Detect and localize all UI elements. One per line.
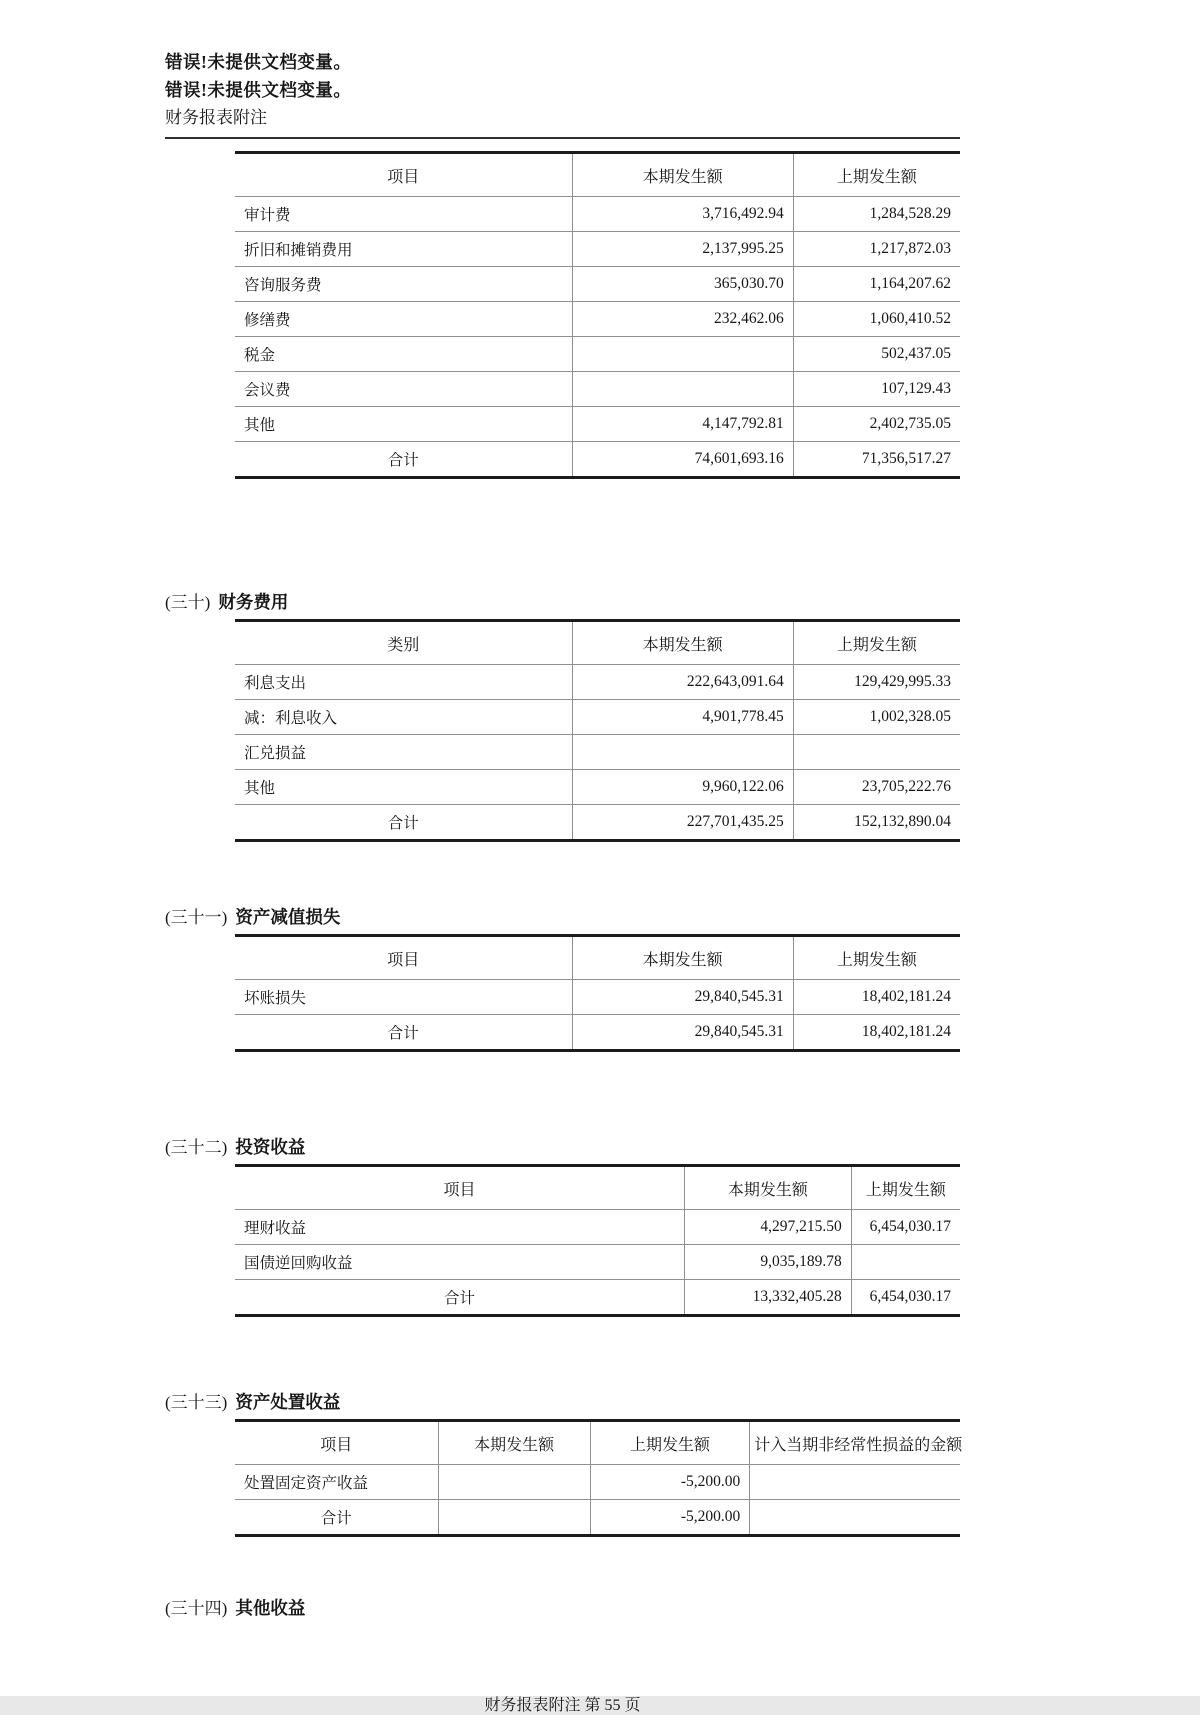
row-value: 4,901,778.45 bbox=[572, 700, 793, 735]
column-header: 本期发生额 bbox=[438, 1421, 590, 1465]
row-value bbox=[793, 735, 960, 770]
section-heading-34 bbox=[165, 1597, 965, 1620]
row-value: 71,356,517.27 bbox=[793, 442, 960, 478]
row-value: 23,705,222.76 bbox=[793, 770, 960, 805]
row-label: 国债逆回购收益 bbox=[235, 1245, 685, 1280]
row-value: 9,035,189.78 bbox=[685, 1245, 852, 1280]
row-label: 其他 bbox=[235, 770, 572, 805]
row-value: 1,284,528.29 bbox=[793, 197, 960, 232]
table-row bbox=[235, 1210, 960, 1245]
column-header: 本期发生额 bbox=[572, 936, 793, 980]
section-title: 财务费用 bbox=[218, 592, 289, 612]
row-value: 3,716,492.94 bbox=[572, 197, 793, 232]
row-value: 365,030.70 bbox=[572, 267, 793, 302]
column-header: 项目 bbox=[235, 153, 572, 197]
table-row bbox=[235, 980, 960, 1015]
row-value: 1,002,328.05 bbox=[793, 700, 960, 735]
header-row bbox=[235, 621, 960, 665]
row-value: 1,164,207.62 bbox=[793, 267, 960, 302]
row-value bbox=[572, 337, 793, 372]
row-value: 29,840,545.31 bbox=[572, 1015, 793, 1051]
row-value bbox=[851, 1245, 960, 1280]
section-number: (三十一) bbox=[165, 908, 228, 927]
row-value: 29,840,545.31 bbox=[572, 980, 793, 1015]
column-header: 上期发生额 bbox=[851, 1166, 960, 1210]
row-value: 4,297,215.50 bbox=[685, 1210, 852, 1245]
column-header: 本期发生额 bbox=[572, 621, 793, 665]
row-value bbox=[572, 735, 793, 770]
doc-variable-error-line-2: 错误!未提供文档变量。 bbox=[165, 80, 352, 100]
expense-items-table bbox=[235, 151, 960, 479]
finance-cost-table bbox=[235, 619, 960, 842]
table-row bbox=[235, 700, 960, 735]
column-header: 上期发生额 bbox=[590, 1421, 750, 1465]
row-value: 13,332,405.28 bbox=[685, 1280, 852, 1316]
section-title: 资产处置收益 bbox=[235, 1392, 341, 1412]
section-number: (三十四) bbox=[165, 1599, 228, 1618]
row-label: 汇兑损益 bbox=[235, 735, 572, 770]
table-row bbox=[235, 1245, 960, 1280]
table-row bbox=[235, 197, 960, 232]
table-row bbox=[235, 302, 960, 337]
row-label: 处置固定资产收益 bbox=[235, 1465, 438, 1500]
row-value: 107,129.43 bbox=[793, 372, 960, 407]
table-row bbox=[235, 1465, 960, 1500]
row-label: 修缮费 bbox=[235, 302, 572, 337]
total-row bbox=[235, 805, 960, 841]
header-row bbox=[235, 1166, 960, 1210]
row-label: 合计 bbox=[320, 1510, 352, 1527]
row-value: 502,437.05 bbox=[793, 337, 960, 372]
asset-disposal-table bbox=[235, 1419, 963, 1537]
row-label: 合计 bbox=[443, 1290, 475, 1307]
row-label: 其他 bbox=[235, 407, 572, 442]
section-number: (三十) bbox=[165, 593, 211, 612]
table-row bbox=[235, 665, 960, 700]
column-header: 类别 bbox=[235, 621, 572, 665]
section-number: (三十三) bbox=[165, 1393, 228, 1412]
column-header: 项目 bbox=[235, 1421, 438, 1465]
row-value bbox=[438, 1465, 590, 1500]
row-value: 9,960,122.06 bbox=[572, 770, 793, 805]
total-row bbox=[235, 1015, 960, 1051]
row-value: 1,217,872.03 bbox=[793, 232, 960, 267]
row-label: 合计 bbox=[387, 815, 419, 832]
column-header: 上期发生额 bbox=[793, 936, 960, 980]
header-row bbox=[235, 153, 960, 197]
section-title: 投资收益 bbox=[235, 1137, 306, 1157]
header-subtitle: 财务报表附注 bbox=[165, 108, 267, 127]
row-value bbox=[572, 372, 793, 407]
row-value: 4,147,792.81 bbox=[572, 407, 793, 442]
row-label: 合计 bbox=[387, 452, 419, 469]
row-value: 232,462.06 bbox=[572, 302, 793, 337]
column-header: 本期发生额 bbox=[572, 153, 793, 197]
section-heading-30 bbox=[165, 591, 965, 614]
row-value: -5,200.00 bbox=[590, 1500, 750, 1536]
page-footer: 财务报表附注 第 55 页 bbox=[484, 1697, 641, 1714]
total-row bbox=[235, 1500, 960, 1536]
row-label: 坏账损失 bbox=[235, 980, 572, 1015]
total-row bbox=[235, 442, 960, 478]
row-label: 折旧和摊销费用 bbox=[235, 232, 572, 267]
row-value bbox=[750, 1465, 960, 1500]
row-value: 129,429,995.33 bbox=[793, 665, 960, 700]
column-header: 上期发生额 bbox=[793, 153, 960, 197]
table-row bbox=[235, 770, 960, 805]
section-title: 其他收益 bbox=[235, 1598, 306, 1618]
row-value: 74,601,693.16 bbox=[572, 442, 793, 478]
row-label: 减：利息收入 bbox=[235, 700, 572, 735]
column-header: 上期发生额 bbox=[793, 621, 960, 665]
row-label: 理财收益 bbox=[235, 1210, 685, 1245]
row-value: 18,402,181.24 bbox=[793, 980, 960, 1015]
column-header: 本期发生额 bbox=[685, 1166, 852, 1210]
asset-impairment-table bbox=[235, 934, 960, 1052]
row-value: 2,402,735.05 bbox=[793, 407, 960, 442]
row-label: 利息支出 bbox=[235, 665, 572, 700]
row-label: 税金 bbox=[235, 337, 572, 372]
row-value: 227,701,435.25 bbox=[572, 805, 793, 841]
row-label: 合计 bbox=[387, 1025, 419, 1042]
row-value: 18,402,181.24 bbox=[793, 1015, 960, 1051]
row-value bbox=[750, 1500, 960, 1536]
header-row bbox=[235, 936, 960, 980]
row-label: 审计费 bbox=[235, 197, 572, 232]
section-heading-31 bbox=[165, 906, 965, 929]
column-header: 项目 bbox=[235, 1166, 685, 1210]
row-label: 会议费 bbox=[235, 372, 572, 407]
table-row bbox=[235, 267, 960, 302]
header-rule bbox=[165, 137, 960, 139]
section-heading-32 bbox=[165, 1136, 965, 1159]
table-row bbox=[235, 735, 960, 770]
row-value: 1,060,410.52 bbox=[793, 302, 960, 337]
row-value: 152,132,890.04 bbox=[793, 805, 960, 841]
row-value: 6,454,030.17 bbox=[851, 1280, 960, 1316]
row-label: 咨询服务费 bbox=[235, 267, 572, 302]
column-header: 项目 bbox=[235, 936, 572, 980]
table-row bbox=[235, 407, 960, 442]
total-row bbox=[235, 1280, 960, 1316]
section-number: (三十二) bbox=[165, 1138, 228, 1157]
row-value: 2,137,995.25 bbox=[572, 232, 793, 267]
header-row bbox=[235, 1421, 960, 1465]
section-heading-33 bbox=[165, 1391, 965, 1414]
investment-income-table bbox=[235, 1164, 960, 1317]
table-row bbox=[235, 337, 960, 372]
doc-variable-error-line-1: 错误!未提供文档变量。 bbox=[165, 52, 352, 72]
table-row bbox=[235, 372, 960, 407]
row-value bbox=[438, 1500, 590, 1536]
table-row bbox=[235, 232, 960, 267]
row-value: 222,643,091.64 bbox=[572, 665, 793, 700]
section-title: 资产减值损失 bbox=[235, 907, 341, 927]
row-value: -5,200.00 bbox=[590, 1465, 750, 1500]
column-header: 计入当期非经常性损益的金额 bbox=[750, 1421, 960, 1465]
row-value: 6,454,030.17 bbox=[851, 1210, 960, 1245]
